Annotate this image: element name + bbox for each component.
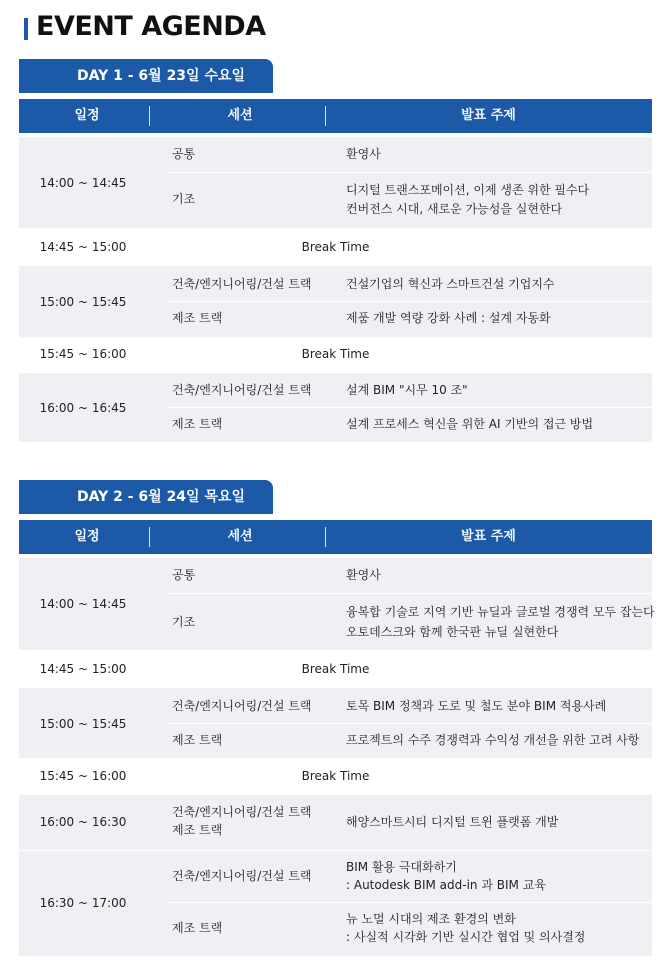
session-track: 공통 (172, 568, 196, 582)
row-time: 16:00 ~ 16:45 (39, 401, 127, 415)
row-time: 15:45 ~ 16:00 (39, 769, 127, 783)
row-time: 16:30 ~ 17:00 (39, 896, 127, 910)
session-topic: 건설기업의 혁신과 스마트건설 기업지수 (346, 277, 555, 291)
row-time: 14:00 ~ 14:45 (39, 597, 127, 611)
table-row (19, 688, 652, 758)
row-divider (167, 902, 652, 903)
session-track: 건축/엔지니어링/건설 트랙 (172, 805, 312, 819)
session-topic: 토목 BIM 정책과 도로 및 철도 분야 BIM 적용사례 (346, 699, 607, 713)
break-label: Break Time (301, 347, 370, 361)
table-row (19, 266, 652, 337)
session-track: 건축/엔지니어링/건설 트랙 (172, 277, 312, 291)
session-topic: 뉴 노멀 시대의 제조 환경의 변화 (346, 912, 516, 926)
session-track: 제조 트랙 (172, 733, 223, 747)
row-time: 14:45 ~ 15:00 (39, 662, 127, 676)
session-track: 제조 트랙 (172, 417, 223, 431)
session-topic: 설계 프로세스 혁신을 위한 AI 기반의 접근 방법 (346, 417, 594, 431)
header-topic: 발표 주제 (461, 529, 516, 544)
title-accent-bar (24, 18, 28, 40)
session-topic-line2: 오토데스크와 함께 한국판 뉴딜 실현한다 (346, 625, 559, 639)
header-session: 세션 (227, 108, 253, 123)
page-title: EVENT AGENDA (36, 11, 266, 42)
session-topic: 환영사 (346, 147, 381, 161)
row-time: 15:45 ~ 16:00 (39, 347, 127, 361)
row-time: 14:45 ~ 15:00 (39, 240, 127, 254)
break-row (19, 337, 652, 373)
session-topic-line2: : 사실적 시각화 기반 실시간 협업 및 의사결정 (346, 930, 586, 944)
session-track: 제조 트랙 (172, 921, 223, 935)
session-track-line2: 제조 트랙 (172, 823, 223, 837)
session-topic: BIM 활용 극대화하기 (346, 860, 457, 874)
table-row (19, 851, 652, 956)
session-track: 공통 (172, 147, 196, 161)
session-track: 건축/엔지니어링/건설 트랙 (172, 699, 312, 713)
session-track: 제조 트랙 (172, 311, 223, 325)
session-topic: 해양스마트시티 디지털 트윈 플랫폼 개발 (346, 815, 559, 829)
session-topic: 제품 개발 역량 강화 사례 : 설계 자동화 (346, 311, 551, 325)
header-topic: 발표 주제 (461, 108, 516, 123)
row-divider (167, 593, 652, 594)
day2-table-header (19, 520, 652, 554)
break-row (19, 650, 652, 688)
row-divider (167, 723, 652, 724)
row-divider (167, 301, 652, 302)
break-label: Break Time (301, 769, 370, 783)
session-topic: 디지털 트랜스포메이션, 이제 생존 위한 필수다 (346, 183, 590, 197)
table-row (19, 373, 652, 442)
header-time: 일정 (74, 108, 100, 123)
session-topic: 설계 BIM "시무 10 조" (346, 383, 468, 397)
session-track: 건축/엔지니어링/건설 트랙 (172, 869, 312, 883)
row-divider (167, 172, 652, 173)
session-track: 기조 (172, 192, 196, 206)
session-topic: 융복합 기술로 지역 기반 뉴딜과 글로벌 경쟁력 모두 잡는다 (346, 605, 655, 619)
session-topic-line2: : Autodesk BIM add-in 과 BIM 교육 (346, 878, 546, 892)
row-time: 15:00 ~ 15:45 (39, 717, 127, 731)
session-track: 기조 (172, 615, 196, 629)
break-row (19, 228, 652, 266)
day2-tab: DAY 2 - 6월 24일 목요일 (19, 480, 273, 514)
table-row (19, 137, 652, 228)
break-row (19, 758, 652, 795)
table-row (19, 558, 655, 650)
day1-tab: DAY 1 - 6월 23일 수요일 (19, 59, 273, 93)
session-topic: 프로젝트의 수주 경쟁력과 수익성 개선을 위한 고려 사항 (346, 733, 640, 747)
header-time: 일정 (74, 529, 100, 544)
session-track: 건축/엔지니어링/건설 트랙 (172, 383, 312, 397)
header-session: 세션 (227, 529, 253, 544)
break-label: Break Time (301, 240, 370, 254)
header-divider (149, 106, 150, 126)
session-topic-line2: 컨버전스 시대, 새로운 가능성을 실현한다 (346, 202, 563, 216)
row-divider (167, 407, 652, 408)
header-divider (149, 527, 150, 547)
row-time: 15:00 ~ 15:45 (39, 295, 127, 309)
row-time: 16:00 ~ 16:30 (39, 815, 127, 829)
session-topic: 환영사 (346, 568, 381, 582)
row-time: 14:00 ~ 14:45 (39, 176, 127, 190)
table-row (19, 795, 652, 850)
break-label: Break Time (301, 662, 370, 676)
day1-table-header (19, 99, 652, 133)
